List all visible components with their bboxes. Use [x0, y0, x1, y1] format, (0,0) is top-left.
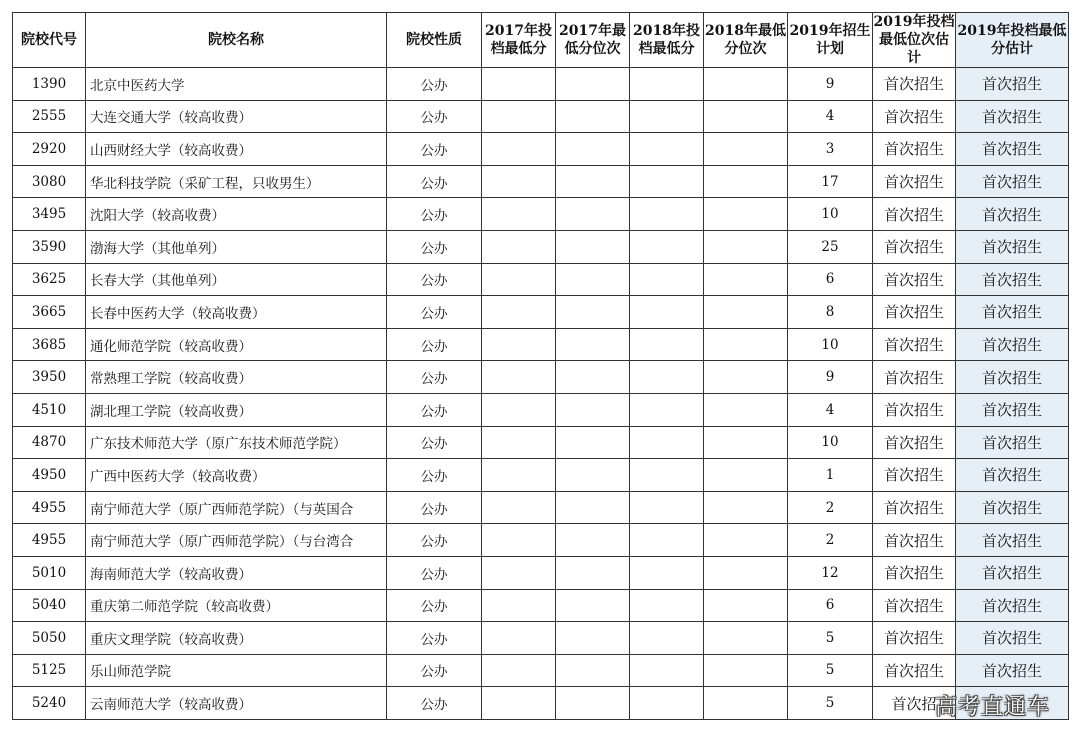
cell-2017-score — [482, 459, 556, 492]
cell-plan: 12 — [788, 556, 873, 589]
cell-name: 长春大学（其他单列） — [86, 263, 387, 296]
cell-type: 公办 — [387, 198, 482, 231]
cell-rank-estimate: 首次招生 — [873, 556, 956, 589]
cell-score-estimate: 首次招生 — [956, 654, 1069, 687]
cell-score-estimate: 首次招生 — [956, 328, 1069, 361]
cell-rank-estimate: 首次招生 — [873, 524, 956, 557]
cell-name: 湖北理工学院（较高收费） — [86, 393, 387, 426]
cell-2017-rank — [556, 524, 630, 557]
cell-2017-rank — [556, 556, 630, 589]
cell-plan: 5 — [788, 622, 873, 655]
cell-code: 5010 — [13, 556, 86, 589]
table-row — [13, 687, 1069, 720]
cell-2017-score — [482, 361, 556, 394]
cell-type: 公办 — [387, 687, 482, 720]
cell-2018-rank — [704, 133, 788, 166]
cell-2017-rank — [556, 328, 630, 361]
cell-2018-score — [630, 393, 704, 426]
cell-score-estimate: 首次招生 — [956, 393, 1069, 426]
cell-2018-score — [630, 687, 704, 720]
cell-2018-rank — [704, 263, 788, 296]
table-row — [13, 459, 1069, 492]
cell-type: 公办 — [387, 491, 482, 524]
cell-rank-estimate: 首次招生 — [873, 459, 956, 492]
cell-2018-score — [630, 296, 704, 329]
cell-2017-score — [482, 589, 556, 622]
cell-2018-score — [630, 524, 704, 557]
cell-2018-score — [630, 491, 704, 524]
cell-code: 4950 — [13, 459, 86, 492]
cell-rank-estimate: 首次招 — [873, 687, 956, 720]
admissions-table — [12, 12, 1069, 720]
table-row — [13, 198, 1069, 231]
cell-score-estimate: 首次招生 — [956, 524, 1069, 557]
cell-type: 公办 — [387, 133, 482, 166]
cell-plan: 8 — [788, 296, 873, 329]
cell-score-estimate: 首次招生 — [956, 589, 1069, 622]
cell-code: 5050 — [13, 622, 86, 655]
cell-code: 4955 — [13, 491, 86, 524]
cell-2018-score — [630, 263, 704, 296]
cell-name: 重庆第二师范学院（较高收费） — [86, 589, 387, 622]
cell-2017-score — [482, 68, 556, 101]
cell-2018-score — [630, 328, 704, 361]
cell-plan: 3 — [788, 133, 873, 166]
cell-2018-rank — [704, 165, 788, 198]
cell-name: 沈阳大学（较高收费） — [86, 198, 387, 231]
cell-code: 3590 — [13, 230, 86, 263]
cell-2017-rank — [556, 687, 630, 720]
cell-2017-score — [482, 654, 556, 687]
cell-type: 公办 — [387, 393, 482, 426]
cell-2017-rank — [556, 296, 630, 329]
cell-2017-score — [482, 556, 556, 589]
cell-2018-score — [630, 459, 704, 492]
cell-2018-score — [630, 165, 704, 198]
cell-2018-rank — [704, 622, 788, 655]
header-2019-rank-estimate: 2019年投档最低位次估计 — [873, 14, 955, 66]
cell-2018-rank — [704, 198, 788, 231]
cell-rank-estimate: 首次招生 — [873, 133, 956, 166]
header-row — [13, 13, 1069, 68]
cell-2017-score — [482, 198, 556, 231]
cell-rank-estimate: 首次招生 — [873, 328, 956, 361]
cell-2018-score — [630, 198, 704, 231]
cell-rank-estimate: 首次招生 — [873, 361, 956, 394]
cell-2017-score — [482, 263, 556, 296]
cell-2017-score — [482, 230, 556, 263]
cell-2017-score — [482, 100, 556, 133]
cell-name: 大连交通大学（较高收费） — [86, 100, 387, 133]
cell-2017-rank — [556, 654, 630, 687]
table-row — [13, 263, 1069, 296]
cell-plan: 6 — [788, 263, 873, 296]
cell-plan: 1 — [788, 459, 873, 492]
cell-plan: 4 — [788, 393, 873, 426]
cell-plan: 10 — [788, 426, 873, 459]
cell-type: 公办 — [387, 426, 482, 459]
watermark-text: 高考直通车 — [934, 695, 1050, 720]
cell-code: 3625 — [13, 263, 86, 296]
cell-score-estimate: 首次招生 — [956, 198, 1069, 231]
cell-rank-estimate: 首次招生 — [873, 100, 956, 133]
cell-plan: 10 — [788, 328, 873, 361]
table-row — [13, 165, 1069, 198]
cell-score-estimate: 首次招生 — [956, 100, 1069, 133]
cell-code: 1390 — [13, 68, 86, 101]
header-school-type: 院校性质 — [387, 13, 482, 68]
cell-2018-rank — [704, 328, 788, 361]
cell-2017-rank — [556, 393, 630, 426]
cell-2018-score — [630, 361, 704, 394]
cell-2018-score — [630, 100, 704, 133]
cell-2017-rank — [556, 165, 630, 198]
cell-type: 公办 — [387, 589, 482, 622]
cell-code: 3080 — [13, 165, 86, 198]
cell-2017-score — [482, 393, 556, 426]
cell-score-estimate: 首次招生 — [956, 68, 1069, 101]
cell-name: 云南师范大学（较高收费） — [86, 687, 387, 720]
cell-rank-estimate: 首次招生 — [873, 426, 956, 459]
cell-plan: 25 — [788, 230, 873, 263]
cell-code: 2555 — [13, 100, 86, 133]
cell-type: 公办 — [387, 100, 482, 133]
table-row — [13, 230, 1069, 263]
cell-name: 常熟理工学院（较高收费） — [86, 361, 387, 394]
cell-2017-score — [482, 426, 556, 459]
cell-2018-rank — [704, 296, 788, 329]
cell-2017-rank — [556, 589, 630, 622]
cell-2017-score — [482, 165, 556, 198]
cell-name: 广东技术师范大学（原广东技术师范学院） — [86, 426, 387, 459]
header-school-code: 院校代号 — [13, 13, 86, 68]
cell-2018-rank — [704, 426, 788, 459]
cell-rank-estimate: 首次招生 — [873, 622, 956, 655]
table-row — [13, 589, 1069, 622]
cell-code: 5240 — [13, 687, 86, 720]
cell-plan: 9 — [788, 68, 873, 101]
cell-2017-rank — [556, 68, 630, 101]
cell-rank-estimate: 首次招生 — [873, 654, 956, 687]
table-row — [13, 296, 1069, 329]
cell-rank-estimate: 首次招生 — [873, 230, 956, 263]
header-2017-min-score: 2017年投档最低分 — [482, 13, 556, 68]
cell-plan: 5 — [788, 654, 873, 687]
cell-2018-rank — [704, 393, 788, 426]
cell-code: 4955 — [13, 524, 86, 557]
cell-2018-score — [630, 68, 704, 101]
cell-2018-score — [630, 654, 704, 687]
cell-plan: 17 — [788, 165, 873, 198]
header-school-name: 院校名称 — [86, 13, 387, 68]
cell-name: 华北科技学院（采矿工程，只收男生） — [86, 165, 387, 198]
cell-2018-rank — [704, 100, 788, 133]
cell-2017-rank — [556, 263, 630, 296]
cell-code: 5040 — [13, 589, 86, 622]
cell-plan: 6 — [788, 589, 873, 622]
header-2017-min-rank: 2017年最低分位次 — [556, 13, 630, 68]
cell-2017-score — [482, 687, 556, 720]
cell-2017-score — [482, 328, 556, 361]
cell-score-estimate: 首次招生 — [956, 133, 1069, 166]
cell-2018-rank — [704, 361, 788, 394]
table-row — [13, 361, 1069, 394]
cell-code: 2920 — [13, 133, 86, 166]
cell-rank-estimate: 首次招生 — [873, 296, 956, 329]
cell-name: 通化师范学院（较高收费） — [86, 328, 387, 361]
cell-2017-score — [482, 491, 556, 524]
cell-score-estimate: 首次招生 — [956, 459, 1069, 492]
cell-score-estimate: 首次招生 — [956, 491, 1069, 524]
cell-score-estimate: 首次招生 — [956, 426, 1069, 459]
cell-rank-estimate: 首次招生 — [873, 263, 956, 296]
cell-2017-rank — [556, 622, 630, 655]
cell-2018-score — [630, 426, 704, 459]
table-row — [13, 622, 1069, 655]
cell-code: 3495 — [13, 198, 86, 231]
cell-rank-estimate: 首次招生 — [873, 491, 956, 524]
cell-code: 3685 — [13, 328, 86, 361]
cell-type: 公办 — [387, 328, 482, 361]
cell-code: 5125 — [13, 654, 86, 687]
cell-score-estimate: 首次招生 — [956, 230, 1069, 263]
cell-rank-estimate: 首次招生 — [873, 165, 956, 198]
cell-score-estimate: 首次招生 — [956, 361, 1069, 394]
table-row — [13, 654, 1069, 687]
cell-code: 4870 — [13, 426, 86, 459]
cell-name: 长春中医药大学（较高收费） — [86, 296, 387, 329]
cell-type: 公办 — [387, 459, 482, 492]
cell-type: 公办 — [387, 165, 482, 198]
cell-type: 公办 — [387, 622, 482, 655]
cell-2018-rank — [704, 68, 788, 101]
table-row — [13, 68, 1069, 101]
cell-2018-rank — [704, 459, 788, 492]
cell-rank-estimate: 首次招生 — [873, 198, 956, 231]
cell-rank-estimate: 首次招生 — [873, 393, 956, 426]
cell-2018-rank — [704, 556, 788, 589]
cell-2017-score — [482, 133, 556, 166]
cell-2017-rank — [556, 459, 630, 492]
table-row — [13, 328, 1069, 361]
cell-name: 广西中医药大学（较高收费） — [86, 459, 387, 492]
cell-2018-rank — [704, 687, 788, 720]
table-row — [13, 524, 1069, 557]
cell-plan: 10 — [788, 198, 873, 231]
cell-2017-rank — [556, 426, 630, 459]
header-2019-score-estimate: 2019年投档最低分估计 — [956, 13, 1069, 68]
header-2018-min-score: 2018年投档最低分 — [630, 13, 704, 68]
cell-2018-rank — [704, 589, 788, 622]
cell-type: 公办 — [387, 68, 482, 101]
cell-name: 海南师范大学（较高收费） — [86, 556, 387, 589]
cell-name: 重庆文理学院（较高收费） — [86, 622, 387, 655]
cell-type: 公办 — [387, 263, 482, 296]
cell-type: 公办 — [387, 296, 482, 329]
cell-name: 山西财经大学（较高收费） — [86, 133, 387, 166]
cell-type: 公办 — [387, 524, 482, 557]
cell-rank-estimate: 首次招生 — [873, 68, 956, 101]
cell-2018-score — [630, 230, 704, 263]
cell-2018-rank — [704, 230, 788, 263]
cell-name: 渤海大学（其他单列） — [86, 230, 387, 263]
cell-2018-score — [630, 589, 704, 622]
cell-name: 南宁师范大学（原广西师范学院）（与台湾合 — [86, 524, 387, 557]
cell-2018-score — [630, 556, 704, 589]
cell-plan: 2 — [788, 491, 873, 524]
table-row — [13, 426, 1069, 459]
table-row — [13, 556, 1069, 589]
cell-type: 公办 — [387, 230, 482, 263]
cell-name: 北京中医药大学 — [86, 68, 387, 101]
cell-score-estimate: 首次招生 — [956, 165, 1069, 198]
cell-2017-score — [482, 622, 556, 655]
cell-name: 南宁师范大学（原广西师范学院）（与英国合 — [86, 491, 387, 524]
cell-plan: 4 — [788, 100, 873, 133]
cell-plan: 5 — [788, 687, 873, 720]
cell-2017-rank — [556, 198, 630, 231]
cell-2018-rank — [704, 524, 788, 557]
cell-code: 3665 — [13, 296, 86, 329]
cell-2017-rank — [556, 361, 630, 394]
table-row — [13, 100, 1069, 133]
cell-score-estimate: 首次招生 — [956, 556, 1069, 589]
cell-plan: 2 — [788, 524, 873, 557]
cell-2017-rank — [556, 230, 630, 263]
cell-type: 公办 — [387, 361, 482, 394]
cell-2017-rank — [556, 100, 630, 133]
cell-2017-score — [482, 296, 556, 329]
cell-2018-rank — [704, 491, 788, 524]
cell-type: 公办 — [387, 556, 482, 589]
cell-2018-rank — [704, 654, 788, 687]
cell-2017-score — [482, 524, 556, 557]
header-2018-min-rank: 2018年最低分位次 — [704, 13, 788, 68]
cell-score-estimate: 首次招生 — [956, 622, 1069, 655]
cell-code: 3950 — [13, 361, 86, 394]
table-row — [13, 133, 1069, 166]
cell-2018-score — [630, 133, 704, 166]
cell-2017-rank — [556, 133, 630, 166]
cell-rank-estimate: 首次招生 — [873, 589, 956, 622]
cell-code: 4510 — [13, 393, 86, 426]
cell-2018-score — [630, 622, 704, 655]
cell-score-estimate: 首次招生 — [956, 296, 1069, 329]
table-row — [13, 491, 1069, 524]
cell-type: 公办 — [387, 654, 482, 687]
cell-name: 乐山师范学院 — [86, 654, 387, 687]
cell-plan: 9 — [788, 361, 873, 394]
header-2019-plan: 2019年招生计划 — [788, 13, 873, 68]
cell-score-estimate: 首次招生 — [956, 263, 1069, 296]
table-row — [13, 393, 1069, 426]
cell-2017-rank — [556, 491, 630, 524]
